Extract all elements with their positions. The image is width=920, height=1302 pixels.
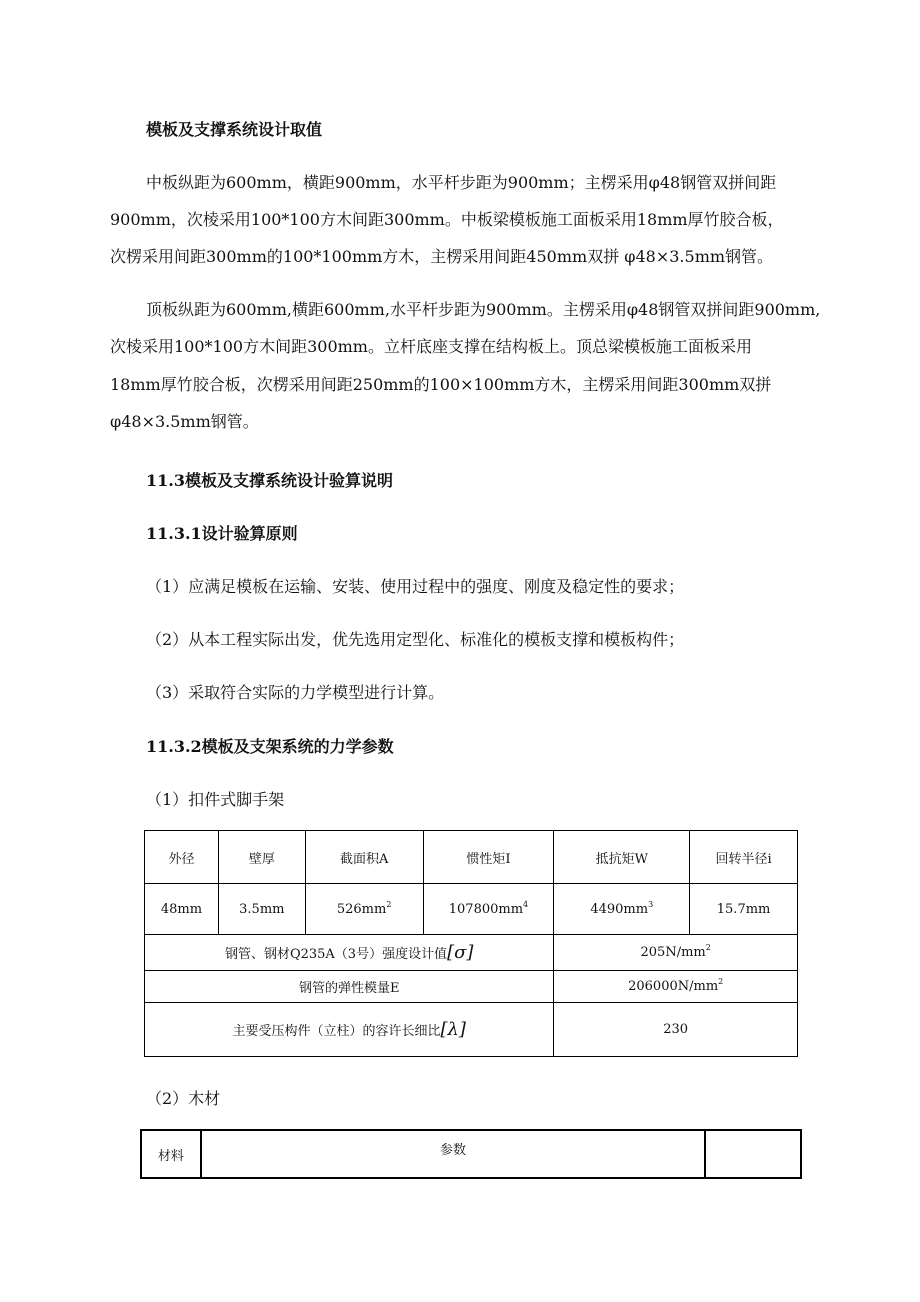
heading-11-3-2: 11.3.2模板及支架系统的力学参数 — [146, 737, 394, 756]
para-top-line-4: φ48×3.5mm钢管。 — [110, 412, 259, 431]
para-middle-line-1: 中板纵距为600mm，横距900mm，水平杆步距为900mm；主楞采用φ48钢管双拼间距 — [146, 173, 777, 192]
scaffold-parameter-table — [144, 830, 798, 1057]
value-moment-inertia: $107800mm^4$ — [423, 884, 554, 935]
elastic-label-cell: 钢管的弹性模量E — [145, 971, 554, 1003]
slenderness-value-cell: 230 — [554, 1003, 798, 1057]
header-section-area: 截面积A — [305, 831, 423, 884]
timber-parameter-table — [140, 1129, 802, 1179]
strength-row — [145, 935, 798, 971]
value-wall-thickness: 3.5mm — [218, 884, 305, 935]
slenderness-row — [145, 1003, 798, 1057]
header-outer-diameter: 外径 — [145, 831, 219, 884]
timber-material-cell: 材料 — [141, 1130, 201, 1178]
strength-value-cell: $205N/mm^2$ — [554, 935, 798, 971]
subheading-scaffold: （1）扣件式脚手架 — [146, 790, 285, 809]
sigma-symbol: [σ] — [447, 942, 474, 963]
para-top-line-2: 次棱采用100*100方木间距300mm。立杆底座支撑在结构板上。顶总梁模板施工面板采用 — [110, 337, 752, 356]
para-middle-line-3: 次楞采用间距300mm的100*100mm方木，主楞采用间距450mm双拼 φ48×3.5mm钢管。 — [110, 247, 774, 266]
subheading-timber: （2）木材 — [146, 1089, 221, 1108]
heading-11-3-1: 11.3.1设计验算原则 — [146, 524, 298, 543]
table-value-row — [145, 884, 798, 935]
value-section-area: $526mm^2$ — [305, 884, 423, 935]
para-top-line-1: 顶板纵距为600mm,横距600mm,水平杆步距为900mm。主楞采用φ48钢管双拼间距900mm, — [146, 300, 821, 319]
elastic-value-cell: $206000N/mm^2$ — [554, 971, 798, 1003]
header-moment-inertia: 惯性矩I — [423, 831, 554, 884]
value-outer-diameter: 48mm — [145, 884, 219, 935]
timber-empty-cell — [705, 1130, 801, 1178]
principle-3: （3）采取符合实际的力学模型进行计算。 — [146, 683, 445, 702]
header-section-modulus: 抵抗矩W — [554, 831, 690, 884]
value-radius-gyration: 15.7mm — [690, 884, 798, 935]
section-title: 模板及支撑系统设计取值 — [146, 120, 323, 139]
slenderness-label-cell: 主要受压构件（立柱）的容许长细比[λ] — [145, 1003, 554, 1057]
value-section-modulus: $4490mm^3$ — [554, 884, 690, 935]
heading-11-3: 11.3模板及支撑系统设计验算说明 — [146, 471, 393, 490]
table-header-row — [145, 831, 798, 884]
header-wall-thickness: 壁厚 — [218, 831, 305, 884]
lambda-symbol: [λ] — [440, 1019, 466, 1040]
timber-parameter-cell: 参数 — [201, 1130, 705, 1178]
principle-1: （1）应满足模板在运输、安装、使用过程中的强度、刚度及稳定性的要求； — [146, 577, 685, 596]
elastic-row — [145, 971, 798, 1003]
para-middle-line-2: 900mm，次棱采用100*100方木间距300mm。中板梁模板施工面板采用18mm厚竹胶合板， — [110, 210, 784, 229]
para-top-line-3: 18mm厚竹胶合板，次楞采用间距250mm的100×100mm方木，主楞采用间距300mm双拼 — [110, 375, 772, 394]
strength-label-cell: 钢管、钢材Q235A（3号）强度设计值[σ] — [145, 935, 554, 971]
timber-header-row — [141, 1130, 801, 1178]
principle-2: （2）从本工程实际出发，优先选用定型化、标准化的模板支撑和模板构件； — [146, 630, 685, 649]
header-radius-gyration: 回转半径i — [690, 831, 798, 884]
